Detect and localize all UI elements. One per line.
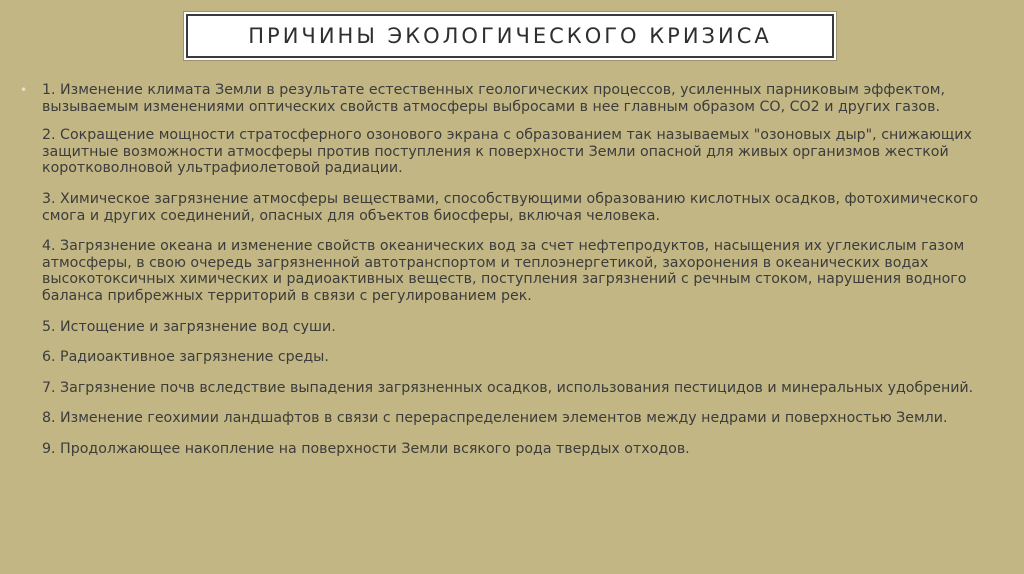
list-item-6: 6. Радиоактивное загрязнение среды. [42,349,329,366]
content-body [42,82,1004,472]
list-item-1: 1. Изменение климата Земли в результате естественных геологических процессов, усиленных парниковым эффектом, вызываемым изменениями оптических свойств атмосферы выбросами в нее главным образом CO, CO2 и других газов. [42,82,945,115]
slide-title: ПРИЧИНЫ ЭКОЛОГИЧЕСКОГО КРИЗИСА [248,24,772,48]
list-item-7: 7. Загрязнение почв вследствие выпадения загрязненных осадков, использования пестицидов и минеральных удобрений. [42,379,974,396]
title-box [186,14,834,58]
bullet-icon: • [20,83,28,97]
list-item-8: 8. Изменение геохимии ландшафтов в связи с перераспределением элементов между недрами и поверхностью Земли. [42,410,948,427]
list-item-4: 4. Загрязнение океана и изменение свойств океанических вод за счет нефтепродуктов, насыщения их углекислым газом атмосферы, в свою очередь загрязненной автотранспортом и теплоэнергетикой, захоронения в океанических водах высокотоксичных химических и радиоактивных веществ, поступления загрязнений с речным стоком, нарушения водного баланса прибрежных территорий в связи с регулированием рек. [42,238,967,304]
list-item-2: 2. Сокращение мощности стратосферного озонового экрана с образованием так называемых "озоновых дыр", снижающих защитные возможности атмосферы против поступления к поверхности Земли опасной для живых организмов жесткой коротковолновой ультрафиолетовой радиации. [42,127,972,177]
list-item-9: 9. Продолжающее накопление на поверхности Земли всякого рода твердых отходов. [42,440,690,457]
list-item-3: 3. Химическое загрязнение атмосферы веществами, способствующими образованию кислотных осадков, фотохимического смога и других соединений, опасных для объектов биосферы, включая человека. [42,190,979,224]
list-item-5: 5. Истощение и загрязнение вод суши. [42,318,336,335]
